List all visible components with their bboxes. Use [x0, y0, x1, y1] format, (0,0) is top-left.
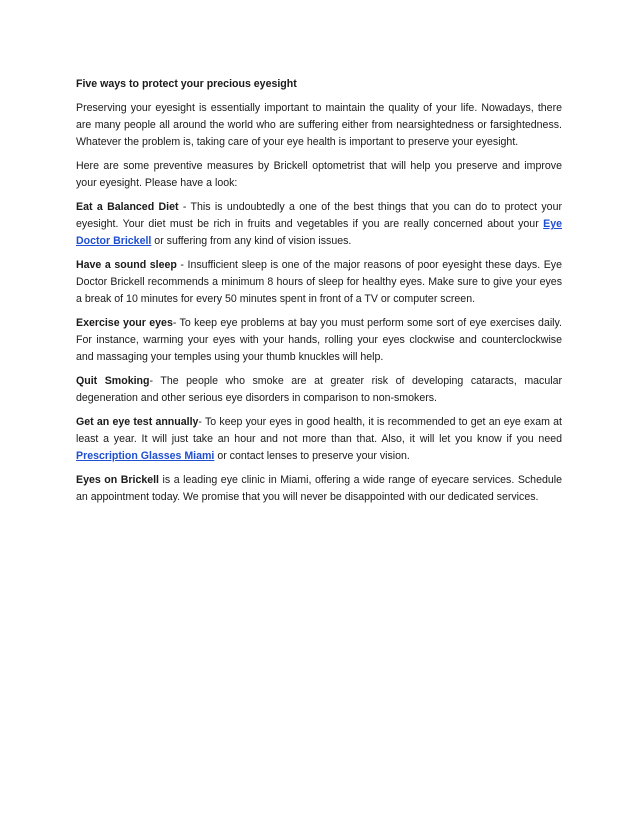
tip-heading-smoking: Quit Smoking: [76, 375, 150, 387]
tip-paragraph-exercise: [76, 315, 562, 366]
tip-text-exercise: - To keep eye problems at bay you must perform some sort of eye exercises daily. For instance, warming your eyes with your hands, rolling your eyes clockwise and counterclockwise and massaging your temples using your thumb knuckles will help.: [76, 317, 562, 363]
tip-paragraph-smoking: [76, 373, 562, 407]
tip-text-sleep: - Insufficient sleep is one of the major reasons of poor eyesight these days. Eye Doctor Brickell recommends a minimum 8 hours of sleep for healthy eyes. Make sure to give your eyes a break of 10 minutes for every 50 minutes spent in front of a TV or computer screen.: [76, 259, 562, 305]
intro-paragraph-1: Preserving your eyesight is essentially important to maintain the quality of your life. Nowadays, there are many people all around the world who are suffering either from nearsightedness or farsightedness. Whatever the problem is, taking care of your eye health is important to preserve your eyesight.: [76, 102, 562, 148]
tip-heading-sleep: Have a sound sleep: [76, 259, 177, 271]
closing-paragraph: [76, 472, 562, 506]
tip-text-diet-before: - This is undoubtedly a one of the best things that you can do to protect your eyesight. Your diet must be rich in fruits and vegetables if you are really concerned about your: [76, 201, 562, 230]
tip-paragraph-diet: [76, 199, 562, 250]
tip-heading-exercise: Exercise your eyes: [76, 317, 173, 329]
intro-paragraph-2: Here are some preventive measures by Brickell optometrist that will help you preserve and improve your eyesight. Please have a look:: [76, 160, 562, 189]
closing-text: is a leading eye clinic in Miami, offering a wide range of eyecare services. Schedule an appointment today. We promise that you will never be disappointed with our dedicated services.: [76, 474, 562, 503]
tip-text-eye-test-before: - To keep your eyes in good health, it is recommended to get an eye exam at least a year. It will just take an hour and not more than that. Also, it will let you know if you need: [76, 416, 562, 445]
document-title: Five ways to protect your precious eyesight: [76, 78, 297, 90]
document-body: [76, 76, 562, 513]
tip-paragraph-sleep: [76, 257, 562, 308]
tip-text-diet-after: or suffering from any kind of vision issues.: [151, 235, 352, 247]
tip-paragraph-eye-test: [76, 414, 562, 465]
tip-heading-diet: Eat a Balanced Diet: [76, 201, 179, 213]
eye-doctor-brickell-link[interactable]: Eye Doctor Brickell: [76, 218, 562, 247]
prescription-glasses-miami-link[interactable]: Prescription Glasses Miami: [76, 450, 215, 462]
closing-heading: Eyes on Brickell: [76, 474, 160, 486]
tip-text-eye-test-after: or contact lenses to preserve your vision.: [214, 450, 410, 462]
tip-text-smoking: - The people who smoke are at greater risk of developing cataracts, macular degeneration and other serious eye disorders in comparison to non-smokers.: [76, 375, 562, 404]
tip-heading-eye-test: Get an eye test annually: [76, 416, 199, 428]
